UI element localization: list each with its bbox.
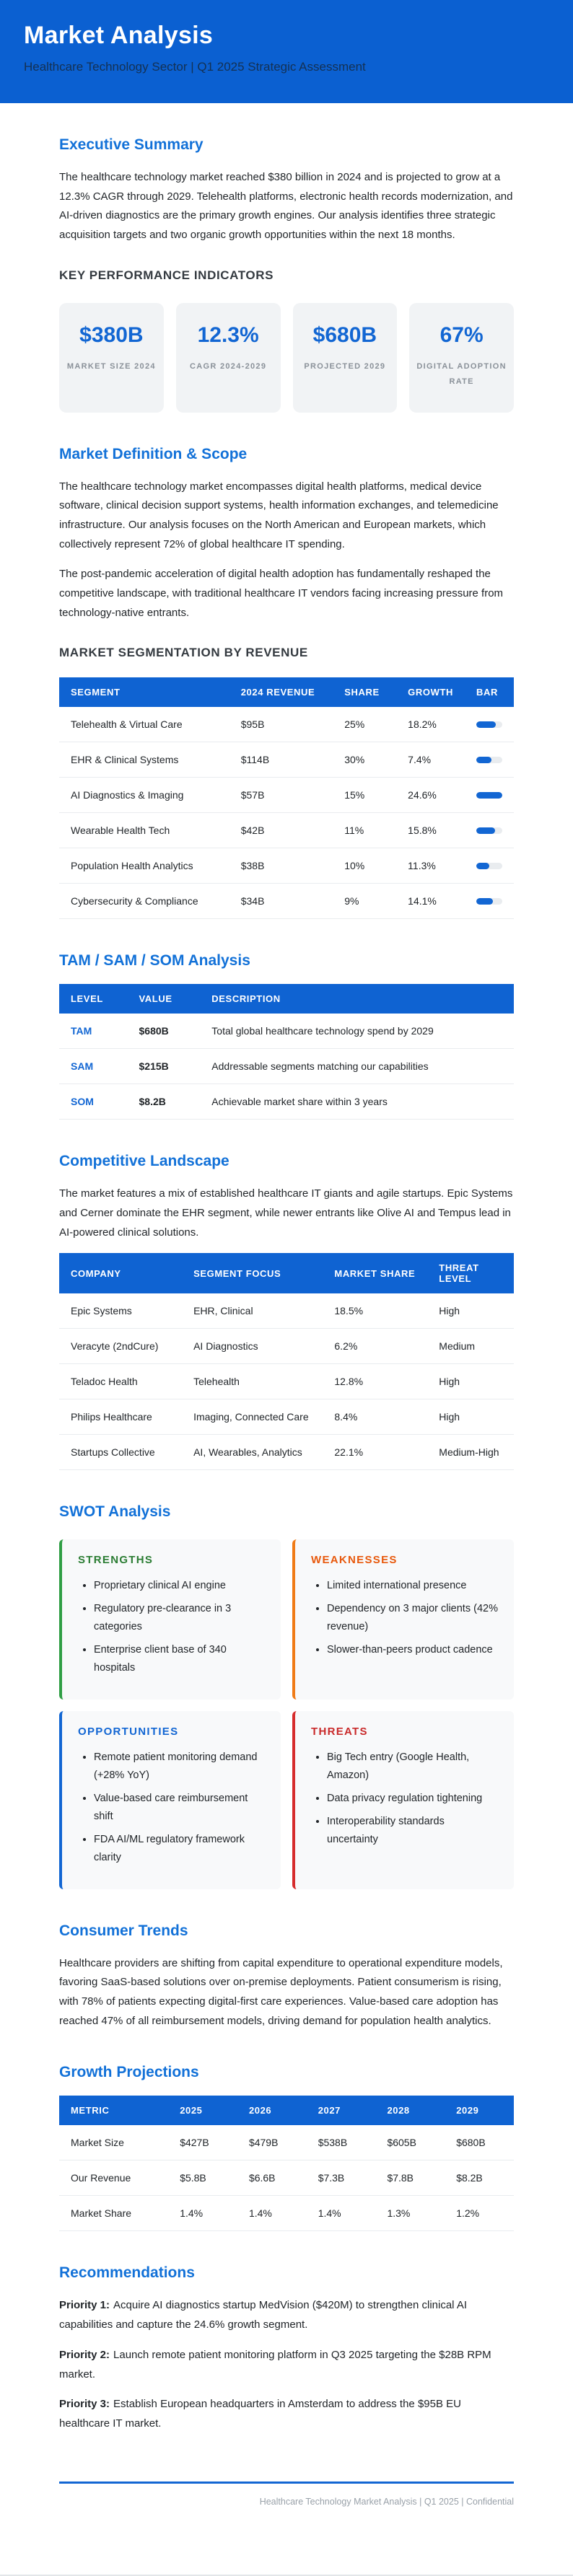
section-consumer-trends bbox=[59, 1922, 514, 2031]
col-header-company: COMPANY bbox=[59, 1253, 182, 1293]
revenue-cell: $57B bbox=[229, 778, 333, 813]
value-cell: 1.4% bbox=[168, 2196, 237, 2231]
value-cell: $215B bbox=[128, 1049, 201, 1084]
swot-item: • Slower-than-peers product cadence bbox=[327, 1641, 498, 1659]
value-cell: $427B bbox=[168, 2125, 237, 2160]
col-header-segment: SEGMENT bbox=[59, 677, 229, 707]
section-growth-projections bbox=[59, 2064, 514, 2231]
col-header-description: DESCRIPTION bbox=[200, 984, 514, 1014]
threat-cell: High bbox=[427, 1293, 514, 1329]
kpi-value: $380B bbox=[79, 322, 144, 347]
value-cell: 1.4% bbox=[307, 2196, 376, 2231]
table-header-row bbox=[59, 984, 514, 1014]
revenue-cell: $38B bbox=[229, 848, 333, 884]
table-row bbox=[59, 1014, 514, 1049]
table-header-row bbox=[59, 2096, 514, 2125]
swot-title: THREATS bbox=[311, 1726, 368, 1738]
growth-heading: Growth Projections bbox=[59, 2064, 199, 2081]
tam-sam-som-table bbox=[59, 984, 514, 1120]
executive-summary-text: The healthcare technology market reached $380 billion in 2024 and is projected to grow at a 12.3% CAGR through 2029. Telehealth platforms, electronic health records modernization, and AI-driven diagnostics are the primary growth engines. Our analysis identifies three strategic acquisition targets and two organic growth opportunities within the next 18 months. bbox=[59, 171, 513, 242]
kpi-value: $680B bbox=[312, 322, 377, 347]
table-row bbox=[59, 813, 514, 848]
swot-item: • Value-based care reimbursement shift bbox=[94, 1790, 265, 1826]
value-cell: $7.3B bbox=[307, 2160, 376, 2196]
value-cell: $6.6B bbox=[237, 2160, 307, 2196]
priority-1 bbox=[59, 2296, 514, 2334]
growth-bar-track bbox=[476, 721, 502, 728]
table-row bbox=[59, 742, 514, 778]
segmentation-heading: MARKET SEGMENTATION BY REVENUE bbox=[59, 646, 308, 660]
company-cell: Epic Systems bbox=[59, 1293, 182, 1329]
section-market-definition bbox=[59, 446, 514, 920]
col-header-2025: 2025 bbox=[168, 2096, 237, 2125]
priority-2 bbox=[59, 2346, 514, 2384]
focus-cell: AI, Wearables, Analytics bbox=[182, 1435, 323, 1470]
focus-cell: EHR, Clinical bbox=[182, 1293, 323, 1329]
segment-cell: Telehealth & Virtual Care bbox=[59, 707, 229, 742]
priority-text: Acquire AI diagnostics startup MedVision ($420M) to strengthen clinical AI capabilities and capture the 24.6% growth segment. bbox=[59, 2299, 468, 2331]
table-row bbox=[59, 2160, 514, 2196]
section-executive-summary bbox=[59, 136, 514, 413]
value-cell: 1.2% bbox=[445, 2196, 514, 2231]
share-cell: 30% bbox=[333, 742, 396, 778]
focus-cell: AI Diagnostics bbox=[182, 1329, 323, 1364]
segment-cell: Population Health Analytics bbox=[59, 848, 229, 884]
company-cell: Startups Collective bbox=[59, 1435, 182, 1470]
kpi-grid bbox=[59, 303, 514, 413]
table-row bbox=[59, 1293, 514, 1329]
value-cell: $538B bbox=[307, 2125, 376, 2160]
table-row bbox=[59, 1329, 514, 1364]
table-row bbox=[59, 2125, 514, 2160]
market-definition-paragraph-1: The healthcare technology market encompasses digital health platforms, medical device software, clinical decision support systems, health information exchanges, and telemedicine infrastructure. Our analysis focuses on the North American and European markets, which collectively represent 72% of global healthcare IT spending. bbox=[59, 480, 499, 550]
value-cell: $7.8B bbox=[375, 2160, 445, 2196]
report-footer bbox=[59, 2482, 514, 2507]
col-header-2028: 2028 bbox=[375, 2096, 445, 2125]
swot-heading: SWOT Analysis bbox=[59, 1503, 171, 1521]
col-header-threat: THREAT LEVEL bbox=[427, 1253, 514, 1293]
kpi-card-market-size bbox=[59, 303, 164, 413]
section-swot bbox=[59, 1503, 514, 1889]
segmentation-table bbox=[59, 677, 514, 919]
metric-cell: Market Share bbox=[59, 2196, 168, 2231]
col-header-value: VALUE bbox=[128, 984, 201, 1014]
revenue-cell: $114B bbox=[229, 742, 333, 778]
consumer-trends-heading: Consumer Trends bbox=[59, 1922, 188, 1939]
threat-cell: Medium bbox=[427, 1329, 514, 1364]
revenue-cell: $95B bbox=[229, 707, 333, 742]
swot-title: OPPORTUNITIES bbox=[78, 1726, 179, 1738]
share-cell: 9% bbox=[333, 884, 396, 919]
swot-item: • Enterprise client base of 340 hospitals bbox=[94, 1641, 265, 1677]
swot-item: • Big Tech entry (Google Health, Amazon) bbox=[327, 1749, 498, 1785]
footer-divider bbox=[59, 2482, 514, 2484]
page-title: Market Analysis bbox=[24, 22, 214, 49]
table-row bbox=[59, 1399, 514, 1435]
priority-label: Priority 2: bbox=[59, 2348, 110, 2361]
kpi-value: 67% bbox=[439, 322, 484, 347]
value-cell: 1.4% bbox=[237, 2196, 307, 2231]
swot-card-strengths bbox=[59, 1539, 281, 1700]
growth-bar-fill bbox=[476, 757, 491, 763]
col-header-revenue: 2024 REVENUE bbox=[229, 677, 333, 707]
col-header-market-share: MARKET SHARE bbox=[323, 1253, 427, 1293]
growth-bar-fill bbox=[476, 827, 495, 834]
threat-cell: Medium-High bbox=[427, 1435, 514, 1470]
share-cell: 15% bbox=[333, 778, 396, 813]
value-cell: $680B bbox=[128, 1014, 201, 1049]
growth-cell: 24.6% bbox=[396, 778, 465, 813]
value-cell: $8.2B bbox=[128, 1084, 201, 1120]
section-competitive-landscape bbox=[59, 1153, 514, 1470]
share-cell: 12.8% bbox=[323, 1364, 427, 1399]
focus-cell: Telehealth bbox=[182, 1364, 323, 1399]
share-cell: 10% bbox=[333, 848, 396, 884]
table-row bbox=[59, 707, 514, 742]
growth-bar-track bbox=[476, 898, 502, 905]
segment-cell: Cybersecurity & Compliance bbox=[59, 884, 229, 919]
growth-cell: 15.8% bbox=[396, 813, 465, 848]
competitive-table bbox=[59, 1253, 514, 1470]
table-row bbox=[59, 1364, 514, 1399]
competitive-text: The market features a mix of established healthcare IT giants and agile startups. Epic Systems and Cerner dominate the EHR segment, while newer entrants like Olive AI and Tempus lead in AI-powered clinical solutions. bbox=[59, 1187, 513, 1239]
priority-label: Priority 1: bbox=[59, 2299, 110, 2312]
value-cell: $605B bbox=[375, 2125, 445, 2160]
metric-cell: Market Size bbox=[59, 2125, 168, 2160]
col-header-2029: 2029 bbox=[445, 2096, 514, 2125]
table-row bbox=[59, 2196, 514, 2231]
kpi-value: 12.3% bbox=[197, 322, 259, 347]
col-header-share: SHARE bbox=[333, 677, 396, 707]
swot-card-weaknesses bbox=[292, 1539, 514, 1700]
priority-label: Priority 3: bbox=[59, 2398, 110, 2411]
value-cell: $680B bbox=[445, 2125, 514, 2160]
segment-cell: Wearable Health Tech bbox=[59, 813, 229, 848]
col-header-bar: BAR bbox=[465, 677, 514, 707]
swot-card-opportunities bbox=[59, 1711, 281, 1889]
value-cell: $479B bbox=[237, 2125, 307, 2160]
company-cell: Philips Healthcare bbox=[59, 1399, 182, 1435]
level-cell: SOM bbox=[59, 1084, 128, 1120]
growth-bar-fill bbox=[476, 863, 489, 869]
focus-cell: Imaging, Connected Care bbox=[182, 1399, 323, 1435]
table-row bbox=[59, 884, 514, 919]
share-cell: 8.4% bbox=[323, 1399, 427, 1435]
company-cell: Veracyte (2ndCure) bbox=[59, 1329, 182, 1364]
kpi-label: CAGR 2024-2029 bbox=[190, 361, 267, 371]
section-tam-sam-som bbox=[59, 952, 514, 1120]
col-header-level: LEVEL bbox=[59, 984, 128, 1014]
threat-cell: High bbox=[427, 1364, 514, 1399]
executive-summary-heading: Executive Summary bbox=[59, 136, 204, 153]
growth-bar-fill bbox=[476, 792, 502, 799]
share-cell: 22.1% bbox=[323, 1435, 427, 1470]
table-row bbox=[59, 1049, 514, 1084]
table-row bbox=[59, 848, 514, 884]
revenue-cell: $34B bbox=[229, 884, 333, 919]
col-header-2027: 2027 bbox=[307, 2096, 376, 2125]
table-row bbox=[59, 778, 514, 813]
swot-item: • FDA AI/ML regulatory framework clarity bbox=[94, 1831, 265, 1867]
col-header-focus: SEGMENT FOCUS bbox=[182, 1253, 323, 1293]
table-header-row bbox=[59, 1253, 514, 1293]
report-body bbox=[59, 103, 514, 2507]
description-cell: Achievable market share within 3 years bbox=[200, 1084, 514, 1120]
report-header bbox=[0, 0, 573, 103]
kpi-card-adoption bbox=[409, 303, 514, 413]
kpi-card-projected bbox=[293, 303, 398, 413]
swot-title: STRENGTHS bbox=[78, 1554, 154, 1567]
priority-3 bbox=[59, 2395, 514, 2433]
priority-text: Launch remote patient monitoring platform in Q3 2025 targeting the $28B RPM market. bbox=[59, 2348, 491, 2381]
growth-table bbox=[59, 2096, 514, 2231]
page-bottom-border bbox=[0, 2507, 573, 2576]
growth-bar-track bbox=[476, 792, 502, 799]
swot-item: • Proprietary clinical AI engine bbox=[94, 1577, 265, 1595]
table-header-row bbox=[59, 677, 514, 707]
segment-cell: EHR & Clinical Systems bbox=[59, 742, 229, 778]
kpi-label: MARKET SIZE 2024 bbox=[66, 361, 156, 371]
swot-item: • Interoperability standards uncertainty bbox=[327, 1813, 498, 1849]
consumer-trends-text: Healthcare providers are shifting from capital expenditure to operational expenditure models, favoring SaaS-based solutions over on-premise deployments. Patient consumerism is rising, with 78% of patients expecting digital-first care experiences. Value-based care adoption has reached 47% of all reimbursement models, driving demand for population health analytics. bbox=[59, 1956, 503, 2027]
competitive-heading: Competitive Landscape bbox=[59, 1153, 229, 1170]
swot-card-threats bbox=[292, 1711, 514, 1889]
swot-item: • Remote patient monitoring demand (+28% YoY) bbox=[94, 1749, 265, 1785]
share-cell: 6.2% bbox=[323, 1329, 427, 1364]
col-header-2026: 2026 bbox=[237, 2096, 307, 2125]
level-cell: TAM bbox=[59, 1014, 128, 1049]
share-cell: 18.5% bbox=[323, 1293, 427, 1329]
value-cell: 1.3% bbox=[375, 2196, 445, 2231]
growth-bar-track bbox=[476, 757, 502, 763]
priority-text: Establish European headquarters in Amsterdam to address the $95B EU healthcare IT market. bbox=[59, 2398, 461, 2430]
value-cell: $8.2B bbox=[445, 2160, 514, 2196]
swot-item: • Data privacy regulation tightening bbox=[327, 1790, 498, 1808]
growth-bar-fill bbox=[476, 721, 496, 728]
kpi-label: PROJECTED 2029 bbox=[304, 361, 386, 371]
revenue-cell: $42B bbox=[229, 813, 333, 848]
company-cell: Teladoc Health bbox=[59, 1364, 182, 1399]
level-cell: SAM bbox=[59, 1049, 128, 1084]
table-row bbox=[59, 1084, 514, 1120]
threat-cell: High bbox=[427, 1399, 514, 1435]
tam-sam-som-heading: TAM / SAM / SOM Analysis bbox=[59, 952, 250, 970]
metric-cell: Our Revenue bbox=[59, 2160, 168, 2196]
growth-bar-track bbox=[476, 863, 502, 869]
footer-text: Healthcare Technology Market Analysis | Q1 2025 | Confidential bbox=[259, 2496, 514, 2507]
swot-item: • Regulatory pre-clearance in 3 categories bbox=[94, 1600, 265, 1636]
kpi-card-cagr bbox=[176, 303, 281, 413]
swot-item: • Dependency on 3 major clients (42% revenue) bbox=[327, 1600, 498, 1636]
col-header-growth: GROWTH bbox=[396, 677, 465, 707]
share-cell: 11% bbox=[333, 813, 396, 848]
page-subtitle: Healthcare Technology Sector | Q1 2025 Strategic Assessment bbox=[24, 60, 366, 74]
growth-cell: 11.3% bbox=[396, 848, 465, 884]
growth-bar-fill bbox=[476, 898, 493, 905]
col-header-metric: METRIC bbox=[59, 2096, 168, 2125]
growth-cell: 14.1% bbox=[396, 884, 465, 919]
swot-item: • Limited international presence bbox=[327, 1577, 498, 1595]
table-row bbox=[59, 1435, 514, 1470]
swot-grid bbox=[59, 1539, 514, 1889]
market-definition-heading: Market Definition & Scope bbox=[59, 445, 248, 462]
market-definition-paragraph-2: The post-pandemic acceleration of digital health adoption has fundamentally reshaped the competitive landscape, with traditional healthcare IT vendors facing increasing pressure from technology-native entrants. bbox=[59, 568, 504, 619]
growth-cell: 18.2% bbox=[396, 707, 465, 742]
description-cell: Total global healthcare technology spend by 2029 bbox=[200, 1014, 514, 1049]
growth-bar-track bbox=[476, 827, 502, 834]
kpi-label: DIGITAL ADOPTION RATE bbox=[416, 361, 507, 386]
value-cell: $5.8B bbox=[168, 2160, 237, 2196]
share-cell: 25% bbox=[333, 707, 396, 742]
description-cell: Addressable segments matching our capabilities bbox=[200, 1049, 514, 1084]
section-recommendations bbox=[59, 2264, 514, 2433]
segment-cell: AI Diagnostics & Imaging bbox=[59, 778, 229, 813]
swot-title: WEAKNESSES bbox=[311, 1554, 398, 1567]
growth-cell: 7.4% bbox=[396, 742, 465, 778]
recommendations-heading: Recommendations bbox=[59, 2264, 195, 2282]
kpi-heading: KEY PERFORMANCE INDICATORS bbox=[59, 268, 274, 282]
